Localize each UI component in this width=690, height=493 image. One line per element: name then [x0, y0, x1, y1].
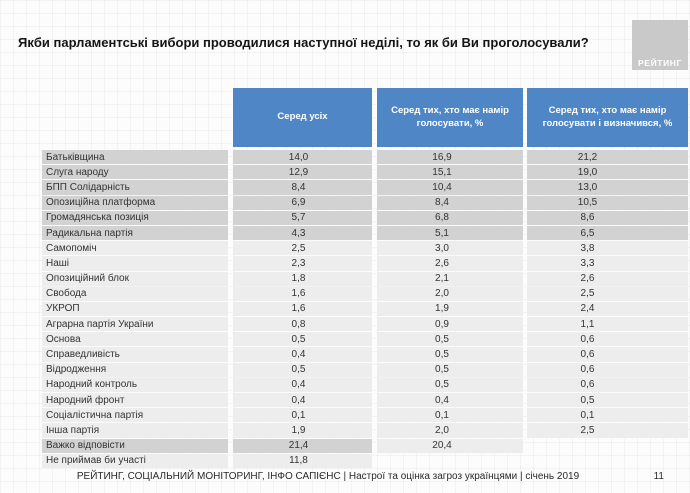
table-row	[42, 180, 688, 194]
value-cell-intend: 2,6	[377, 256, 523, 270]
party-name-cell: Самопоміч	[42, 241, 228, 255]
value-cell-decided: 0,1	[527, 408, 688, 422]
poll-table	[42, 150, 688, 469]
value-cell-intend: 16,9	[377, 150, 523, 164]
value-cell-all: 6,9	[233, 196, 372, 210]
value-cell-all: 0,8	[233, 317, 372, 331]
value-cell-all: 21,4	[233, 439, 372, 453]
value-cell-all: 1,6	[233, 302, 372, 316]
party-name-cell: Основа	[42, 332, 228, 346]
value-cell-intend: 0,5	[377, 332, 523, 346]
value-cell-decided: 0,6	[527, 363, 688, 377]
party-name-cell: Свобода	[42, 287, 228, 301]
value-cell-all: 12,9	[233, 165, 372, 179]
value-cell-all: 1,6	[233, 287, 372, 301]
table-row	[42, 211, 688, 225]
table-row	[42, 347, 688, 361]
value-cell-decided: 0,6	[527, 347, 688, 361]
table-row	[42, 439, 688, 453]
table-row	[42, 454, 688, 468]
party-name-cell: Не приймав би участі	[42, 454, 228, 468]
table-row	[42, 256, 688, 270]
table-row	[42, 378, 688, 392]
value-cell-decided: 3,3	[527, 256, 688, 270]
value-cell-decided: 0,5	[527, 393, 688, 407]
value-cell-decided: 0,6	[527, 378, 688, 392]
table-row	[42, 393, 688, 407]
value-cell-intend	[377, 454, 523, 468]
table-row	[42, 241, 688, 255]
value-cell-intend: 15,1	[377, 165, 523, 179]
party-name-cell: УКРОП	[42, 302, 228, 316]
party-name-cell: Радикальна партія	[42, 226, 228, 240]
value-cell-all: 0,4	[233, 393, 372, 407]
rating-logo	[632, 20, 688, 70]
col-header-intend-to-vote: Серед тих, хто має намір голосувати, %	[377, 88, 523, 147]
rating-logo-label: РЕЙТИНГ	[638, 58, 682, 68]
value-cell-all: 0,5	[233, 332, 372, 346]
table-row	[42, 423, 688, 437]
value-cell-intend: 2,0	[377, 287, 523, 301]
party-name-cell: Опозиційна платформа	[42, 196, 228, 210]
party-name-cell: Інша партія	[42, 423, 228, 437]
value-cell-all: 1,9	[233, 423, 372, 437]
party-name-cell: Народний фронт	[42, 393, 228, 407]
party-name-cell: Народний контроль	[42, 378, 228, 392]
party-name-cell: БПП Солідарність	[42, 180, 228, 194]
value-cell-all: 4,3	[233, 226, 372, 240]
value-cell-decided: 0,6	[527, 332, 688, 346]
value-cell-decided: 19,0	[527, 165, 688, 179]
value-cell-decided: 13,0	[527, 180, 688, 194]
party-name-cell: Аграрна партія України	[42, 317, 228, 331]
table-row	[42, 363, 688, 377]
value-cell-intend: 0,1	[377, 408, 523, 422]
value-cell-all: 2,5	[233, 241, 372, 255]
value-cell-decided: 8,6	[527, 211, 688, 225]
value-cell-all: 14,0	[233, 150, 372, 164]
value-cell-intend: 0,5	[377, 378, 523, 392]
value-cell-intend: 0,9	[377, 317, 523, 331]
value-cell-intend: 1,9	[377, 302, 523, 316]
party-name-cell: Слуга народу	[42, 165, 228, 179]
table-row	[42, 317, 688, 331]
value-cell-decided: 2,5	[527, 287, 688, 301]
table-row	[42, 287, 688, 301]
value-cell-intend: 3,0	[377, 241, 523, 255]
value-cell-intend: 0,5	[377, 347, 523, 361]
page-title: Якби парламентські вибори проводилися наступної неділі, то як би Ви проголосували?	[18, 35, 589, 50]
table-row	[42, 165, 688, 179]
value-cell-decided	[527, 439, 688, 453]
value-cell-intend: 2,1	[377, 272, 523, 286]
table-row	[42, 226, 688, 240]
party-name-cell: Батьківщина	[42, 150, 228, 164]
table-row	[42, 272, 688, 286]
party-name-cell: Відродження	[42, 363, 228, 377]
value-cell-all: 5,7	[233, 211, 372, 225]
value-cell-decided: 1,1	[527, 317, 688, 331]
value-cell-decided: 10,5	[527, 196, 688, 210]
value-cell-decided: 21,2	[527, 150, 688, 164]
party-name-cell: Соціалістична партія	[42, 408, 228, 422]
value-cell-intend: 20,4	[377, 439, 523, 453]
table-row	[42, 150, 688, 164]
value-cell-intend: 8,4	[377, 196, 523, 210]
value-cell-decided: 2,5	[527, 423, 688, 437]
table-row	[42, 196, 688, 210]
value-cell-decided: 2,6	[527, 272, 688, 286]
value-cell-all: 0,5	[233, 363, 372, 377]
value-cell-all: 0,1	[233, 408, 372, 422]
value-cell-decided: 6,5	[527, 226, 688, 240]
value-cell-all: 1,8	[233, 272, 372, 286]
value-cell-intend: 10,4	[377, 180, 523, 194]
table-row	[42, 332, 688, 346]
value-cell-intend: 6,8	[377, 211, 523, 225]
party-name-cell: Наші	[42, 256, 228, 270]
value-cell-all: 11,8	[233, 454, 372, 468]
value-cell-decided	[527, 454, 688, 468]
value-cell-all: 2,3	[233, 256, 372, 270]
value-cell-intend: 2,0	[377, 423, 523, 437]
party-name-cell: Важко відповісти	[42, 439, 228, 453]
table-row	[42, 302, 688, 316]
source-footer: РЕЙТИНГ, СОЦІАЛЬНИЙ МОНІТОРИНГ, ІНФО САПІЄНС | Настрої та оцінка загроз українцями | січень 2019	[76, 471, 580, 482]
col-header-among-all: Серед усіх	[233, 88, 372, 147]
value-cell-all: 0,4	[233, 347, 372, 361]
page-number: 11	[653, 471, 664, 482]
value-cell-decided: 3,8	[527, 241, 688, 255]
value-cell-all: 0,4	[233, 378, 372, 392]
party-name-cell: Опозиційний блок	[42, 272, 228, 286]
col-header-intend-and-decided: Серед тих, хто має намір голосувати і визначився, %	[527, 88, 688, 147]
value-cell-intend: 5,1	[377, 226, 523, 240]
party-name-cell: Громадянська позиція	[42, 211, 228, 225]
value-cell-decided: 2,4	[527, 302, 688, 316]
table-row	[42, 408, 688, 422]
value-cell-intend: 0,5	[377, 363, 523, 377]
value-cell-all: 8,4	[233, 180, 372, 194]
party-name-cell: Справедливість	[42, 347, 228, 361]
value-cell-intend: 0,4	[377, 393, 523, 407]
